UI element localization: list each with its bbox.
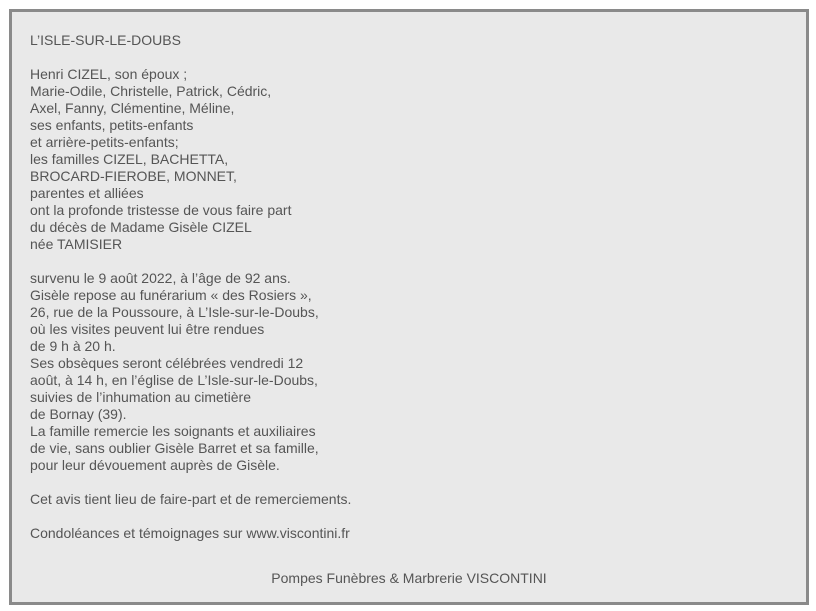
funeral-home-signature: Pompes Funèbres & Marbrerie VISCONTINI bbox=[271, 570, 547, 586]
notice-body bbox=[30, 32, 788, 542]
obituary-notice bbox=[9, 9, 809, 605]
details-line: Ses obsèques seront célébrées vendredi 12 bbox=[30, 355, 304, 371]
announcement-line: BROCARD-FIEROBE, MONNET, bbox=[30, 168, 237, 184]
details-line: août, à 14 h, en l’église de L’Isle-sur-le-Doubs, bbox=[30, 372, 318, 388]
details-line: de Bornay (39). bbox=[30, 406, 127, 422]
details-line: de vie, sans oublier Gisèle Barret et sa famille, bbox=[30, 440, 319, 456]
details-line: suivies de l’inhumation au cimetière bbox=[30, 389, 251, 405]
details-line: survenu le 9 août 2022, à l’âge de 92 ans. bbox=[30, 270, 291, 286]
details-line: de 9 h à 20 h. bbox=[30, 338, 116, 354]
condolences-line: Condoléances et témoignages sur www.viscontini.fr bbox=[30, 525, 350, 541]
spacer bbox=[30, 474, 788, 491]
details-line: Gisèle repose au funérarium « des Rosiers », bbox=[30, 287, 312, 303]
announcement-line: Henri CIZEL, son époux ; bbox=[30, 66, 188, 82]
details-line: pour leur dévouement auprès de Gisèle. bbox=[30, 457, 280, 473]
spacer bbox=[30, 253, 788, 270]
spacer bbox=[30, 508, 788, 525]
announcement-line: Marie-Odile, Christelle, Patrick, Cédric, bbox=[30, 83, 272, 99]
announcement-line: les familles CIZEL, BACHETTA, bbox=[30, 151, 229, 167]
details-line: où les visites peuvent lui être rendues bbox=[30, 321, 265, 337]
details-line: La famille remercie les soignants et auxiliaires bbox=[30, 423, 316, 439]
spacer bbox=[30, 49, 788, 66]
announcement-line: Axel, Fanny, Clémentine, Méline, bbox=[30, 100, 235, 116]
announcement-block bbox=[30, 66, 788, 253]
announcement-line: et arrière-petits-enfants; bbox=[30, 134, 179, 150]
location-heading: L’ISLE-SUR-LE-DOUBS bbox=[30, 32, 181, 48]
announcement-line: parentes et alliées bbox=[30, 185, 144, 201]
closing-notice: Cet avis tient lieu de faire-part et de remerciements. bbox=[30, 491, 352, 507]
announcement-line: ont la profonde tristesse de vous faire part bbox=[30, 202, 292, 218]
details-block bbox=[30, 270, 788, 474]
details-line: 26, rue de la Poussoure, à L’Isle-sur-le-Doubs, bbox=[30, 304, 319, 320]
announcement-line: du décès de Madame Gisèle CIZEL bbox=[30, 219, 252, 235]
announcement-line: née TAMISIER bbox=[30, 236, 123, 252]
announcement-line: ses enfants, petits-enfants bbox=[30, 117, 194, 133]
